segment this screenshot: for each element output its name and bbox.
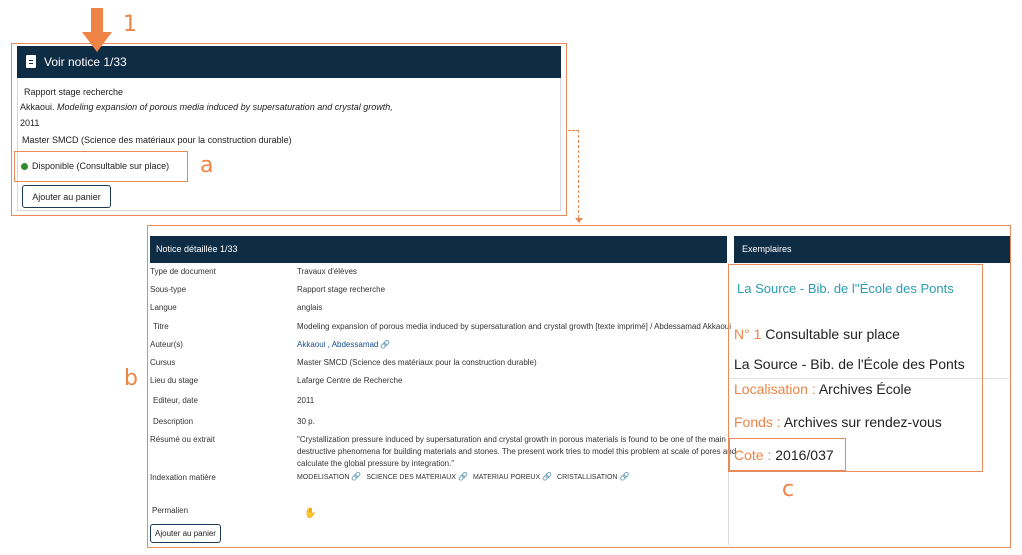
value-doc-type: Travaux d'élèves — [297, 267, 357, 276]
value-abstract-line2: destructive phenomena for building materials and stones. The present work tries to model this problem at scale of pores and — [297, 447, 737, 456]
annotation-arrowhead — [82, 32, 112, 52]
annotation-arrow-icon — [91, 8, 103, 34]
number-label: N° 1 — [734, 326, 762, 342]
localisation-value: Archives École — [818, 381, 912, 397]
author-link[interactable]: Akkaoui , Abdessamad — [297, 340, 379, 349]
label-publisher-date: Editeur, date — [153, 396, 198, 405]
value-description: 30 p. — [297, 417, 315, 426]
value-title: Modeling expansion of porous media induced by supersaturation and crystal growth [texte imprimé] / Abdessamad Akkaoui — [297, 322, 732, 331]
document-icon — [26, 55, 36, 68]
detail-title: Notice détaillée 1/33 — [156, 244, 238, 254]
subject-cristallisation[interactable]: CRISTALLISATION — [557, 474, 618, 481]
value-subjects — [297, 472, 629, 481]
value-cursus: Master SMCD (Science des matériaux pour la construction durable) — [297, 358, 537, 367]
fonds-value: Archives sur rendez-vous — [783, 414, 942, 430]
value-authors — [297, 340, 390, 349]
available-dot-icon — [21, 163, 28, 170]
subject-modelisation[interactable]: MODELISATION — [297, 474, 350, 481]
value-language: anglais — [297, 303, 323, 312]
value-abstract-line3: calculate the global pressure by integration." — [297, 459, 455, 468]
annotation-label-c: c — [782, 477, 795, 502]
exemplaire-library[interactable]: La Source - Bib. de l''École des Ponts — [737, 281, 954, 296]
label-title: Titre — [153, 322, 169, 331]
annotation-label-a: a — [200, 153, 214, 178]
localisation-label: Localisation : — [734, 381, 816, 397]
connector-vertical — [578, 130, 579, 218]
link-icon[interactable]: 🔗 — [351, 472, 362, 481]
cursor-hand-icon: ✋ — [304, 508, 317, 519]
fonds-label: Fonds : — [734, 414, 781, 430]
subject-materiau-poreux[interactable]: MATERIAU POREUX — [472, 474, 541, 481]
annotation-label-1: 1 — [123, 12, 137, 37]
value-publisher-date: 2011 — [297, 396, 315, 405]
label-language: Langue — [150, 303, 177, 312]
annotation-label-b: b — [124, 366, 138, 391]
detail-add-to-cart-button[interactable]: Ajouter au panier — [150, 524, 221, 543]
exemplaires-title: Exemplaires — [742, 244, 792, 254]
top-card-title-italic: Modeling expansion of porous media induced by supersaturation and crystal growth, — [57, 102, 393, 112]
label-description: Description — [153, 417, 194, 426]
top-card-citation — [20, 102, 393, 112]
exemplaire-number — [734, 326, 900, 342]
exemplaire-location: La Source - Bib. de l'École des Ponts — [734, 356, 965, 372]
number-value: Consultable sur place — [765, 326, 900, 342]
value-internship-place: Lafarge Centre de Recherche — [297, 376, 403, 385]
availability-status: Disponible (Consultable sur place) — [32, 161, 170, 171]
exemplaires-header — [734, 236, 1010, 263]
top-card-year: 2011 — [20, 118, 40, 128]
exemplaire-cote — [734, 447, 834, 463]
label-subjects: Indexation matière — [150, 473, 216, 482]
exemplaire-fonds — [734, 414, 942, 430]
exemplaire-localisation — [734, 381, 911, 397]
link-icon[interactable]: 🔗 — [458, 472, 468, 481]
label-subtype: Sous-type — [150, 285, 187, 294]
label-authors: Auteur(s) — [150, 340, 183, 349]
label-internship-place: Lieu du stage — [150, 376, 199, 385]
top-card-master: Master SMCD (Science des matériaux pour la construction durable) — [22, 135, 292, 145]
cote-label: Cote : — [734, 447, 772, 463]
top-card-author: Akkaoui. — [20, 102, 58, 112]
top-add-to-cart-button[interactable]: Ajouter au panier — [22, 185, 111, 208]
label-permalink: Permalien — [152, 506, 189, 515]
value-abstract-line1: "Crystallization pressure induced by supersaturation and crystal growth in porous materials is found to be one of the main — [297, 435, 726, 444]
label-doc-type: Type de document — [150, 267, 216, 276]
value-subtype: Rapport stage recherche — [297, 285, 386, 294]
link-icon[interactable]: 🔗 — [542, 472, 553, 481]
label-cursus: Cursus — [150, 358, 176, 367]
cote-value: 2016/037 — [775, 447, 834, 463]
subject-science-materiaux[interactable]: SCIENCE DES MATERIAUX — [366, 474, 457, 481]
label-abstract: Résumé ou extrait — [150, 435, 215, 444]
top-card-type: Rapport stage recherche — [24, 87, 124, 97]
link-icon[interactable]: 🔗 — [619, 472, 630, 481]
connector-arrowhead — [575, 218, 583, 223]
detail-header — [150, 236, 727, 263]
top-card-title: Voir notice 1/33 — [44, 55, 127, 69]
link-icon[interactable]: 🔗 — [380, 340, 391, 349]
